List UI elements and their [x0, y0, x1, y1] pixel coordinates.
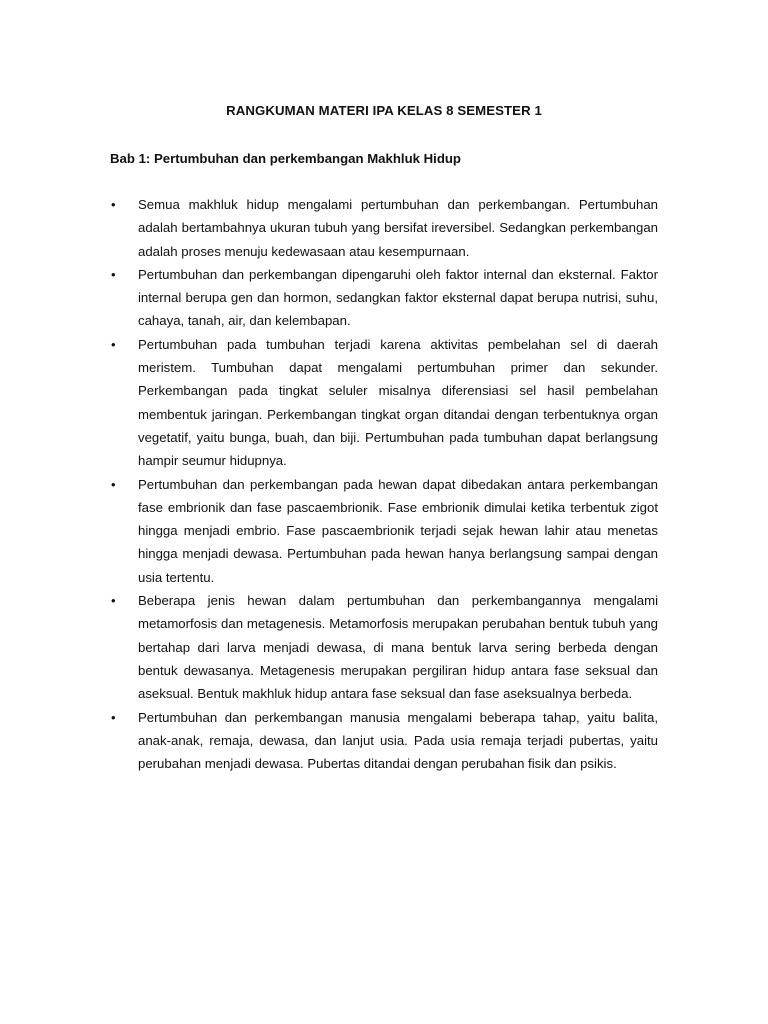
bullet-item: [110, 589, 658, 705]
bullet-icon: •: [111, 266, 116, 282]
bullet-text: Pertumbuhan dan perkembangan pada hewan dapat dibedakan antara perkembangan fase embrionik dan fase pascaembrionik. Fase embrionik dimulai ketika terbentuk zigot hingga menjadi embrio. Fase pascaembrionik terjadi sejak hewan lahir atau menetas hingga menjadi dewasa. Pertumbuhan pada hewan hanya berlangsung sampai dengan usia tertentu.: [138, 476, 658, 585]
bullet-icon: •: [111, 593, 116, 609]
bullet-text: Beberapa jenis hewan dalam pertumbuhan dan perkembangannya mengalami metamorfosis dan metagenesis. Metamorfosis merupakan perubahan bentuk tubuh yang bertahap dari larva menjadi dewasa, di mana bentuk larva sering berbeda dengan bentuk dewasanya. Metagenesis merupakan pergiliran hidup antara fase seksual dan aseksual. Bentuk makhluk hidup antara fase seksual dan fase aseksualnya berbeda.: [138, 593, 658, 702]
bullet-icon: •: [111, 709, 116, 725]
bullet-item: [110, 706, 658, 776]
bullet-text: Pertumbuhan pada tumbuhan terjadi karena aktivitas pembelahan sel di daerah meristem. Tumbuhan dapat mengalami pertumbuhan primer dan sekunder. Perkembangan pada tingkat seluler misalnya diferensiasi sel hasil pembelahan membentuk jaringan. Perkembangan tingkat organ ditandai dengan terbentuknya organ vegetatif, yaitu bunga, buah, dan biji. Pertumbuhan pada tumbuhan dapat berlangsung hampir seumur hidupnya.: [138, 336, 658, 469]
bullet-text: Semua makhluk hidup mengalami pertumbuhan dan perkembangan. Pertumbuhan adalah bertambahnya ukuran tubuh yang bersifat ireversibel. Sedangkan perkembangan adalah proses menuju kedewasaan atau kesempurnaan.: [138, 197, 658, 259]
bullet-list: [110, 193, 658, 775]
document-title: RANGKUMAN MATERI IPA KELAS 8 SEMESTER 1: [226, 103, 542, 118]
bullet-icon: •: [111, 336, 116, 352]
bullet-text: Pertumbuhan dan perkembangan dipengaruhi oleh faktor internal dan eksternal. Faktor internal berupa gen dan hormon, sedangkan faktor eksternal dapat berupa nutrisi, suhu, cahaya, tanah, air, dan kelembapan.: [138, 266, 658, 329]
bullet-item: [110, 473, 658, 589]
chapter-heading: Bab 1: Pertumbuhan dan perkembangan Makhluk Hidup: [110, 151, 461, 166]
bullet-icon: •: [111, 197, 116, 212]
bullet-text: Pertumbuhan dan perkembangan manusia mengalami beberapa tahap, yaitu balita, anak-anak, remaja, dewasa, dan lanjut usia. Pada usia remaja terjadi pubertas, yaitu perubahan menjadi dewasa. Pubertas ditandai dengan perubahan fisik dan psikis.: [138, 709, 658, 772]
bullet-item: [110, 193, 658, 263]
bullet-icon: •: [111, 476, 116, 492]
bullet-item: [110, 333, 658, 473]
bullet-item: [110, 263, 658, 333]
